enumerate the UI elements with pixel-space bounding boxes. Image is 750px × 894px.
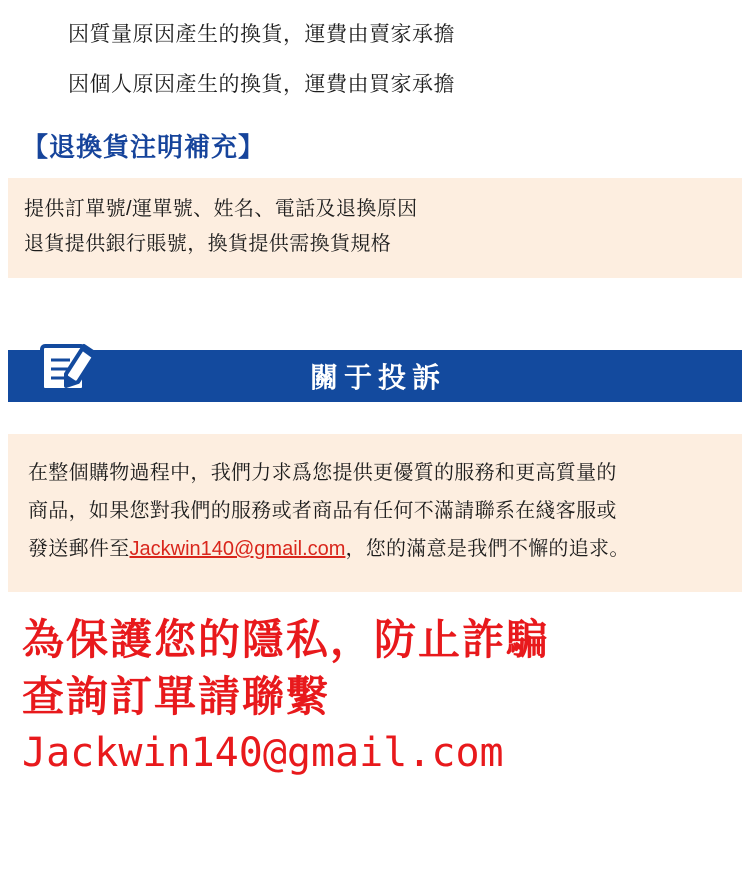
fraud-warning-section [0, 612, 750, 779]
return-note-line-2: 退貨提供銀行賬號，換貨提供需換貨規格 [24, 233, 392, 256]
complaint-line-3-prefix: 發送郵件至 [28, 538, 130, 561]
complaint-banner [0, 332, 750, 408]
fraud-warning-line-1: 為保護您的隱私，防止詐騙 [22, 616, 551, 664]
return-note-heading: 【退換貨注明補充】 [22, 132, 266, 163]
policy-line-quality: 因質量原因產生的換貨，運費由賣家承擔 [68, 23, 455, 46]
contact-email-address[interactable]: Jackwin140@gmail.com [22, 729, 504, 776]
fraud-warning-line-2: 查詢訂單請聯繫 [22, 672, 331, 720]
return-note-line-1: 提供訂單號/運單號、姓名、電話及退換原因 [24, 198, 418, 221]
support-email-link[interactable]: Jackwin140@gmail.com [129, 538, 346, 561]
complaint-banner-bar [8, 350, 742, 402]
return-note-box [8, 178, 742, 278]
complaint-banner-title: 關于投訴 [309, 362, 446, 394]
complaint-line-3-suffix: ，您的滿意是我們不懈的追求。 [345, 538, 630, 561]
complaint-line-1: 在整個購物過程中，我們力求爲您提供更優質的服務和更高質量的 [28, 462, 617, 485]
policy-line-personal: 因個人原因產生的換貨，運費由買家承擔 [68, 72, 455, 96]
complaint-line-3 [28, 530, 722, 568]
complaint-text-box [8, 434, 742, 592]
shipping-policy-section [0, 0, 750, 101]
pencil-note-icon [36, 332, 102, 398]
complaint-line-2: 商品，如果您對我們的服務或者商品有任何不滿請聯系在綫客服或 [28, 500, 617, 523]
